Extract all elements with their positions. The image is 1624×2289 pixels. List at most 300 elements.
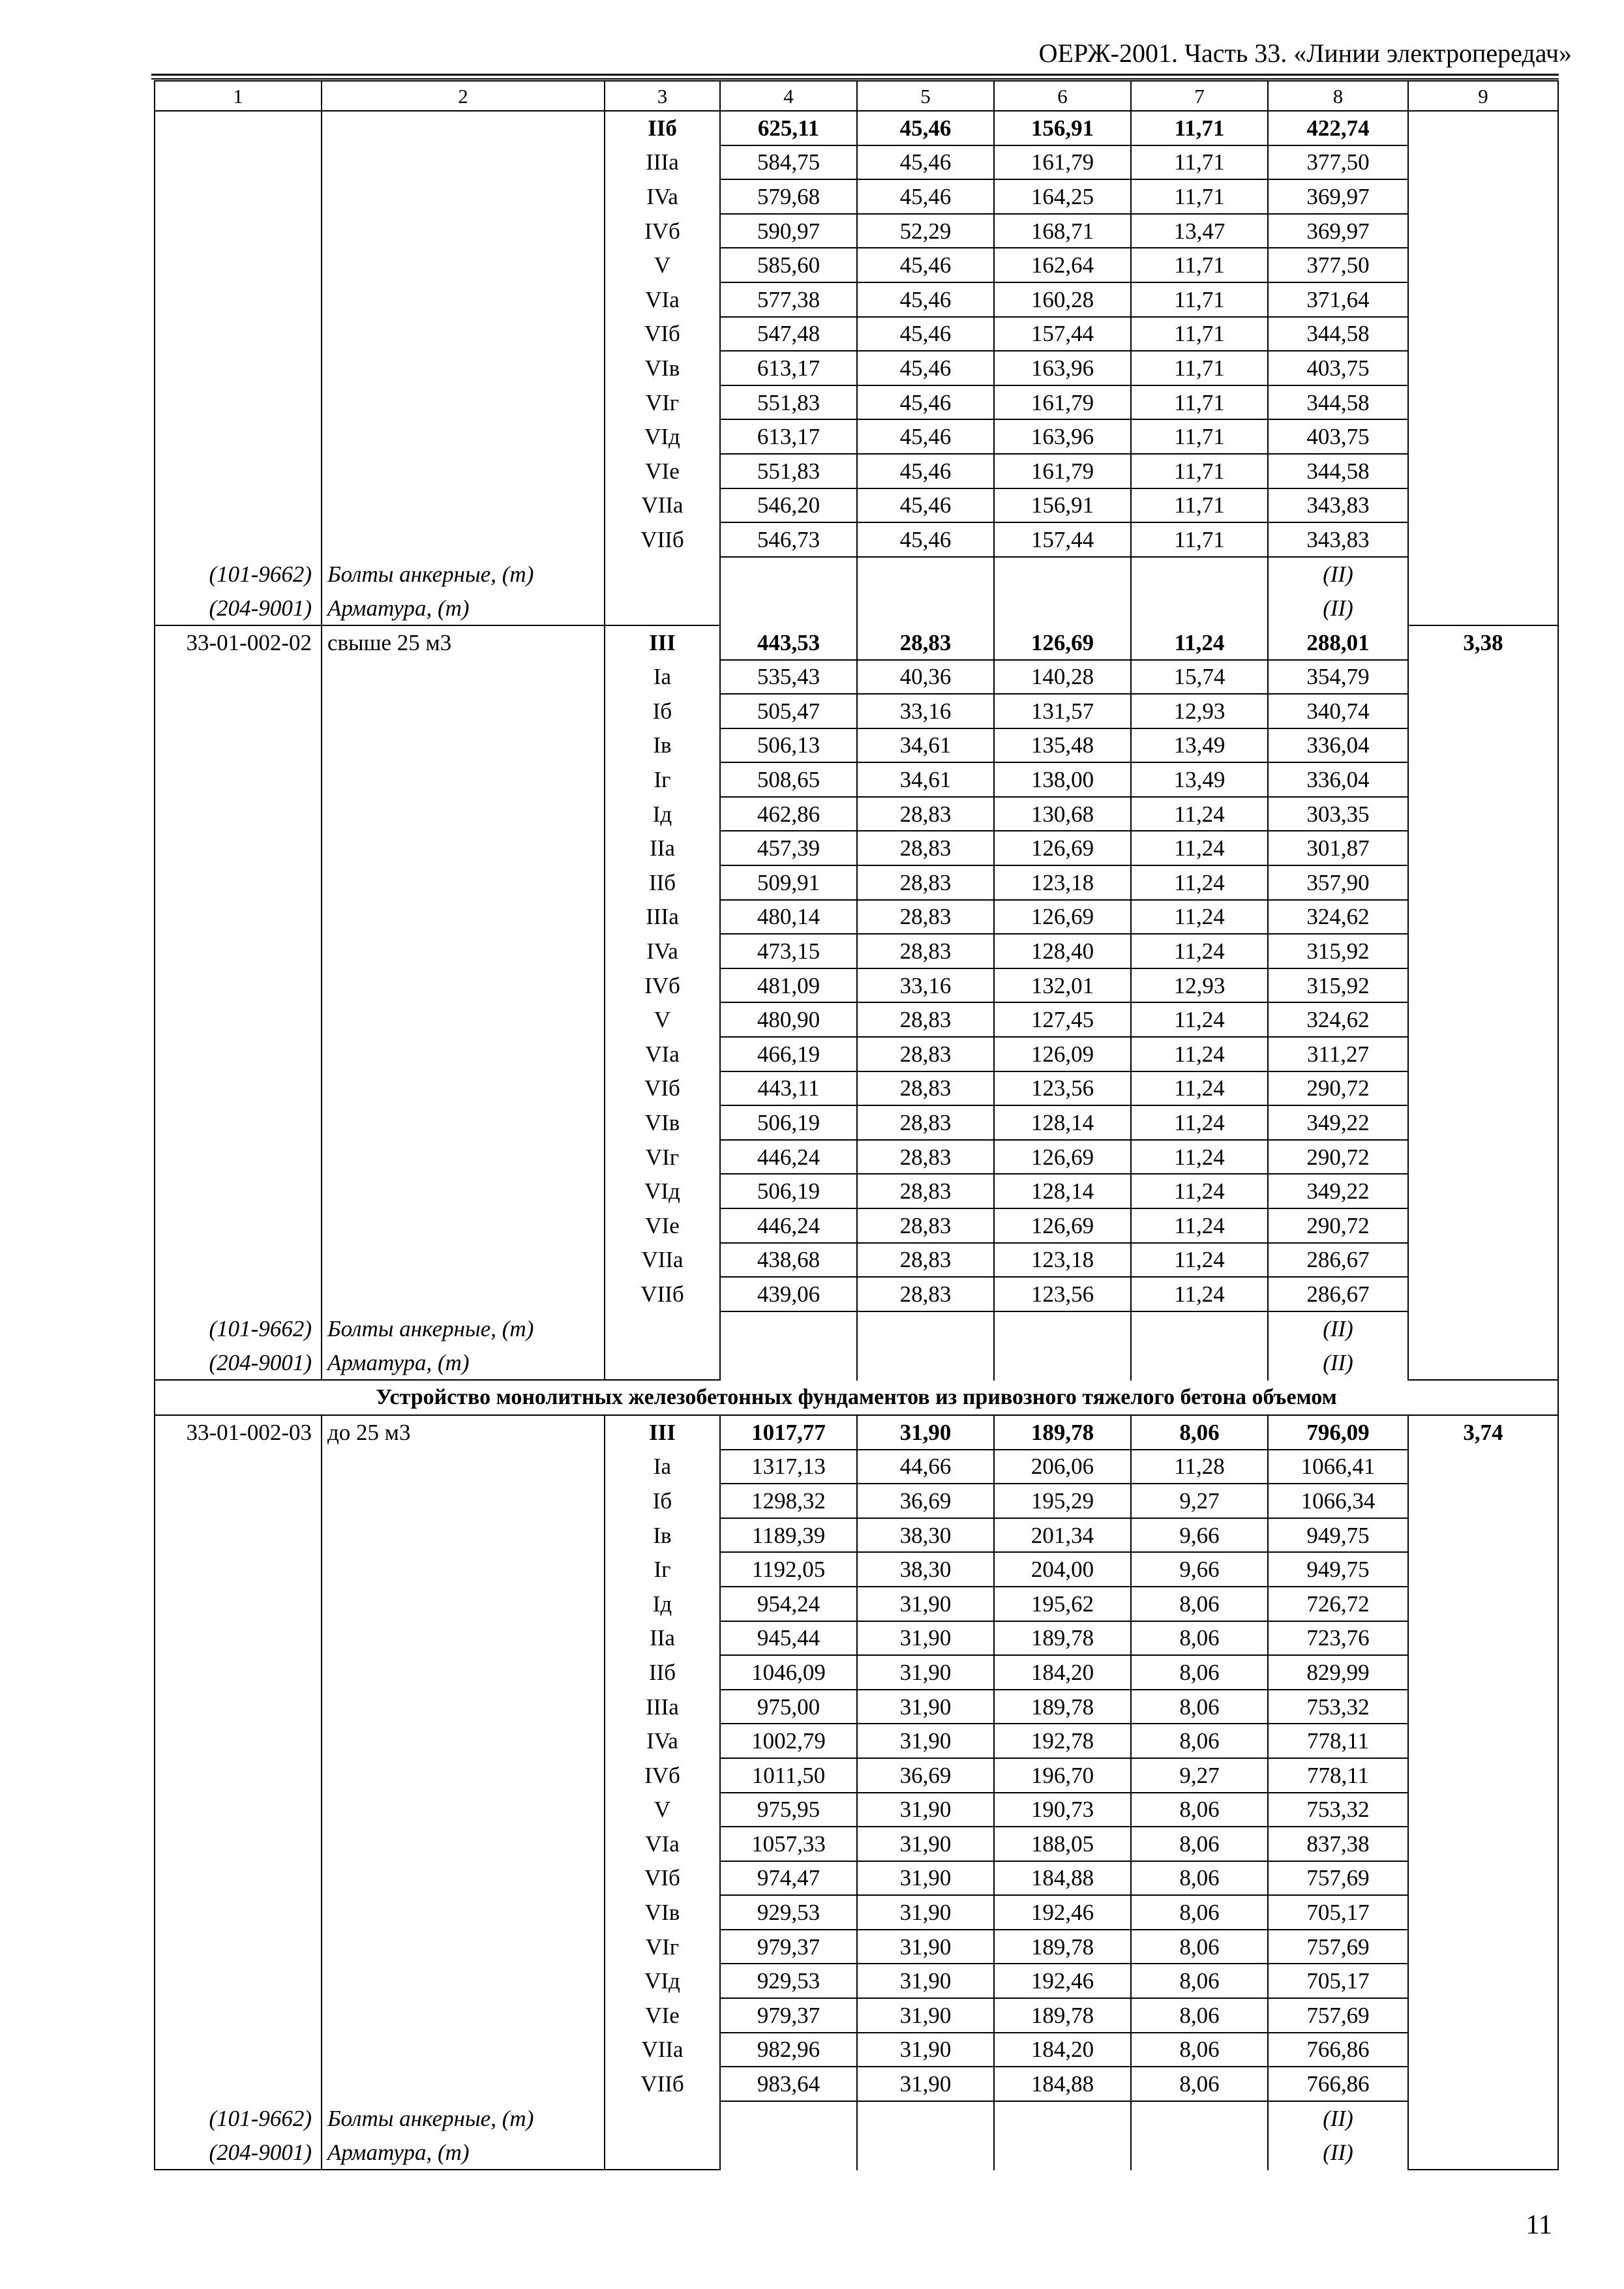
- norm-code-cell: [155, 728, 322, 763]
- norm-code-cell: [155, 1277, 322, 1311]
- table-row: [155, 454, 1558, 488]
- resource-code: (101-9662): [155, 1311, 322, 1346]
- value-cell: 45,46: [857, 454, 994, 488]
- value-cell: 11,71: [1131, 522, 1268, 557]
- coefficient-cell: [1408, 1724, 1558, 1758]
- value-cell: 11,24: [1131, 934, 1268, 968]
- value-cell: 11,71: [1131, 488, 1268, 523]
- value-cell: 28,83: [857, 1105, 994, 1140]
- value-cell: 189,78: [994, 1930, 1131, 1964]
- value-cell: 184,20: [994, 1655, 1131, 1690]
- norm-code-cell: [155, 248, 322, 282]
- zone-cell: VIб: [605, 1861, 720, 1896]
- value-cell: 126,69: [994, 1208, 1131, 1243]
- value-cell: 9,66: [1131, 1552, 1268, 1587]
- value-cell: 128,40: [994, 934, 1131, 968]
- value-cell: 315,92: [1268, 934, 1408, 968]
- value-cell: 192,78: [994, 1724, 1131, 1758]
- value-cell: 8,06: [1131, 1861, 1268, 1896]
- value-cell: 206,06: [994, 1450, 1131, 1484]
- value-cell: 31,90: [857, 1621, 994, 1656]
- coefficient-cell: [1408, 2033, 1558, 2067]
- value-cell: 8,06: [1131, 1655, 1268, 1690]
- value-cell: 344,58: [1268, 385, 1408, 420]
- value-cell: 983,64: [720, 2067, 857, 2101]
- coefficient-cell: [1408, 900, 1558, 935]
- value-cell: 8,06: [1131, 1930, 1268, 1964]
- work-name-cell: [322, 1174, 605, 1208]
- resource-name: Арматура, (т): [322, 591, 605, 625]
- value-cell: 8,06: [1131, 1415, 1268, 1450]
- norm-code-cell: [155, 351, 322, 385]
- value-cell: 28,83: [857, 1243, 994, 1278]
- value-cell: 506,13: [720, 728, 857, 763]
- header-rule: [151, 74, 1559, 76]
- coefficient-cell: [1408, 831, 1558, 865]
- coefficient-cell: 3,74: [1408, 1415, 1558, 1450]
- work-name-cell: [322, 762, 605, 797]
- zone-cell: VIIб: [605, 522, 720, 557]
- table-row: [155, 317, 1558, 352]
- value-cell: 290,72: [1268, 1071, 1408, 1106]
- resource-name: Болты анкерные, (т): [322, 2101, 605, 2136]
- table-row: [155, 1208, 1558, 1243]
- value-cell: 757,69: [1268, 1998, 1408, 2033]
- empty-cell: [605, 1345, 720, 1380]
- value-cell: 8,06: [1131, 1793, 1268, 1827]
- value-cell: 11,24: [1131, 1037, 1268, 1071]
- value-cell: 979,37: [720, 1930, 857, 1964]
- table-row: [155, 1037, 1558, 1071]
- coefficient-cell: [1408, 385, 1558, 420]
- coefficient-cell: [1408, 1552, 1558, 1587]
- table-row: [155, 488, 1558, 523]
- zone-cell: IIIa: [605, 145, 720, 180]
- empty-cell: [994, 557, 1131, 591]
- value-cell: 36,69: [857, 1484, 994, 1518]
- norm-code-cell: [155, 1621, 322, 1656]
- table-row: [155, 1930, 1558, 1964]
- value-cell: 505,47: [720, 694, 857, 728]
- value-cell: 126,09: [994, 1037, 1131, 1071]
- page-number: 11: [1526, 2210, 1552, 2240]
- norm-code-cell: [155, 934, 322, 968]
- value-cell: 163,96: [994, 419, 1131, 454]
- zone-cell: VIIa: [605, 1243, 720, 1278]
- zone-cell: IVa: [605, 1724, 720, 1758]
- work-name-cell: [322, 1861, 605, 1896]
- value-cell: 726,72: [1268, 1587, 1408, 1621]
- value-cell: 11,24: [1131, 1140, 1268, 1174]
- empty-cell: [605, 2101, 720, 2136]
- value-cell: 546,20: [720, 488, 857, 523]
- value-cell: 38,30: [857, 1552, 994, 1587]
- value-cell: 184,20: [994, 2033, 1131, 2067]
- coefficient-cell: [1408, 1277, 1558, 1311]
- zone-cell: IVб: [605, 1758, 720, 1793]
- value-cell: 31,90: [857, 1793, 994, 1827]
- value-cell: 377,50: [1268, 248, 1408, 282]
- value-cell: 8,06: [1131, 2033, 1268, 2067]
- coefficient-cell: 3,38: [1408, 625, 1558, 660]
- value-cell: 192,46: [994, 1895, 1131, 1930]
- work-name-cell: [322, 145, 605, 180]
- work-name-cell: [322, 1277, 605, 1311]
- table-row: [155, 2033, 1558, 2067]
- value-cell: 466,19: [720, 1037, 857, 1071]
- value-cell: 164,25: [994, 179, 1131, 214]
- norm-code-cell: [155, 660, 322, 695]
- coefficient-cell: [1408, 1174, 1558, 1208]
- value-cell: 480,90: [720, 1002, 857, 1037]
- norm-code-cell: [155, 522, 322, 557]
- coefficient-cell: [1408, 1690, 1558, 1724]
- value-cell: 286,67: [1268, 1243, 1408, 1278]
- value-cell: 11,24: [1131, 625, 1268, 660]
- zone-cell: VIIб: [605, 1277, 720, 1311]
- table-row: [155, 214, 1558, 248]
- empty-cell: [1131, 591, 1268, 625]
- empty-cell: [1408, 1345, 1558, 1380]
- value-cell: 837,38: [1268, 1827, 1408, 1861]
- coefficient-cell: [1408, 1140, 1558, 1174]
- value-cell: 438,68: [720, 1243, 857, 1278]
- value-cell: 778,11: [1268, 1758, 1408, 1793]
- value-cell: 457,39: [720, 831, 857, 865]
- value-cell: 577,38: [720, 282, 857, 317]
- table-row: [155, 1105, 1558, 1140]
- coefficient-cell: [1408, 111, 1558, 145]
- zone-cell: IVa: [605, 934, 720, 968]
- zone-cell: IIб: [605, 865, 720, 900]
- value-cell: 184,88: [994, 1861, 1131, 1896]
- value-cell: 31,90: [857, 1964, 994, 1998]
- value-cell: 28,83: [857, 1277, 994, 1311]
- coefficient-cell: [1408, 1930, 1558, 1964]
- table-row: [155, 1174, 1558, 1208]
- value-cell: 9,27: [1131, 1758, 1268, 1793]
- value-cell: 184,88: [994, 2067, 1131, 2101]
- norm-table: [154, 80, 1559, 2170]
- value-cell: 829,99: [1268, 1655, 1408, 1690]
- section-title: Устройство монолитных железобетонных фундаментов из привозного тяжелого бетона объемом: [155, 1380, 1558, 1415]
- value-cell: 1066,34: [1268, 1484, 1408, 1518]
- empty-cell: [994, 2101, 1131, 2136]
- table-row: [155, 831, 1558, 865]
- coefficient-cell: [1408, 214, 1558, 248]
- value-cell: 45,46: [857, 385, 994, 420]
- column-number: 2: [322, 81, 605, 111]
- value-cell: 1057,33: [720, 1827, 857, 1861]
- column-number: 7: [1131, 81, 1268, 111]
- value-cell: 45,46: [857, 248, 994, 282]
- zone-cell: Iв: [605, 1518, 720, 1553]
- value-cell: 31,90: [857, 2067, 994, 2101]
- table-row: [155, 111, 1558, 145]
- coefficient-cell: [1408, 728, 1558, 763]
- value-cell: 11,24: [1131, 797, 1268, 831]
- value-cell: 123,18: [994, 865, 1131, 900]
- value-cell: 443,11: [720, 1071, 857, 1106]
- value-cell: 160,28: [994, 282, 1131, 317]
- zone-cell: Iг: [605, 1552, 720, 1587]
- value-cell: 28,83: [857, 831, 994, 865]
- resource-row: [155, 557, 1558, 591]
- table-row: [155, 248, 1558, 282]
- value-cell: 705,17: [1268, 1964, 1408, 1998]
- value-cell: 11,71: [1131, 145, 1268, 180]
- work-name-cell: [322, 1105, 605, 1140]
- value-cell: 123,18: [994, 1243, 1131, 1278]
- value-cell: 446,24: [720, 1140, 857, 1174]
- value-cell: 8,06: [1131, 1690, 1268, 1724]
- value-cell: 52,29: [857, 214, 994, 248]
- value-cell: 535,43: [720, 660, 857, 695]
- value-cell: 1017,77: [720, 1415, 857, 1450]
- value-cell: 290,72: [1268, 1208, 1408, 1243]
- value-cell: 31,90: [857, 1895, 994, 1930]
- empty-cell: [994, 2135, 1131, 2170]
- table-row: [155, 1690, 1558, 1724]
- empty-cell: [994, 1345, 1131, 1380]
- coefficient-cell: [1408, 1002, 1558, 1037]
- empty-cell: [857, 557, 994, 591]
- norm-code-cell: [155, 1930, 322, 1964]
- table-row: [155, 1518, 1558, 1553]
- table-row: [155, 1758, 1558, 1793]
- work-name-cell: [322, 831, 605, 865]
- resource-code: (101-9662): [155, 557, 322, 591]
- value-cell: 135,48: [994, 728, 1131, 763]
- value-cell: 28,83: [857, 1037, 994, 1071]
- value-cell: 311,27: [1268, 1037, 1408, 1071]
- work-name-cell: свыше 25 м3: [322, 625, 605, 660]
- coefficient-cell: [1408, 1208, 1558, 1243]
- norm-code-cell: [155, 1037, 322, 1071]
- value-cell: 11,24: [1131, 900, 1268, 935]
- table-row: [155, 694, 1558, 728]
- table-body: [155, 81, 1558, 2170]
- coefficient-cell: [1408, 934, 1558, 968]
- coefficient-cell: [1408, 1621, 1558, 1656]
- value-cell: 128,14: [994, 1174, 1131, 1208]
- value-cell: 162,64: [994, 248, 1131, 282]
- coefficient-cell: [1408, 1998, 1558, 2033]
- value-cell: 354,79: [1268, 660, 1408, 695]
- table-row: [155, 660, 1558, 695]
- work-name-cell: [322, 1655, 605, 1690]
- norm-code-cell: [155, 1518, 322, 1553]
- value-cell: 766,86: [1268, 2067, 1408, 2101]
- table-row: [155, 1964, 1558, 1998]
- value-cell: 132,01: [994, 968, 1131, 1003]
- value-cell: 9,27: [1131, 1484, 1268, 1518]
- resource-unit: (II): [1268, 557, 1408, 591]
- coefficient-cell: [1408, 762, 1558, 797]
- value-cell: 45,46: [857, 282, 994, 317]
- empty-cell: [720, 2135, 857, 2170]
- value-cell: 36,69: [857, 1758, 994, 1793]
- norm-code-cell: [155, 865, 322, 900]
- value-cell: 161,79: [994, 385, 1131, 420]
- value-cell: 31,90: [857, 1827, 994, 1861]
- value-cell: 462,86: [720, 797, 857, 831]
- empty-cell: [605, 1311, 720, 1346]
- table-row: [155, 1621, 1558, 1656]
- value-cell: 189,78: [994, 1621, 1131, 1656]
- zone-cell: Iг: [605, 762, 720, 797]
- value-cell: 403,75: [1268, 351, 1408, 385]
- value-cell: 9,66: [1131, 1518, 1268, 1553]
- empty-cell: [1408, 557, 1558, 591]
- value-cell: 753,32: [1268, 1793, 1408, 1827]
- value-cell: 1046,09: [720, 1655, 857, 1690]
- value-cell: 163,96: [994, 351, 1131, 385]
- value-cell: 585,60: [720, 248, 857, 282]
- work-name-cell: [322, 968, 605, 1003]
- norm-code-cell: [155, 1484, 322, 1518]
- value-cell: 11,71: [1131, 111, 1268, 145]
- value-cell: 473,15: [720, 934, 857, 968]
- resource-unit: (II): [1268, 1311, 1408, 1346]
- value-cell: 11,24: [1131, 1002, 1268, 1037]
- value-cell: 1066,41: [1268, 1450, 1408, 1484]
- norm-code-cell: [155, 1895, 322, 1930]
- coefficient-cell: [1408, 2067, 1558, 2101]
- norm-code-cell: [155, 968, 322, 1003]
- value-cell: 343,83: [1268, 488, 1408, 523]
- work-name-cell: [322, 694, 605, 728]
- value-cell: 123,56: [994, 1071, 1131, 1106]
- work-name-cell: [322, 1998, 605, 2033]
- value-cell: 189,78: [994, 1998, 1131, 2033]
- norm-code-cell: [155, 111, 322, 145]
- norm-code-cell: [155, 2033, 322, 2067]
- resource-name: Арматура, (т): [322, 2135, 605, 2170]
- value-cell: 929,53: [720, 1964, 857, 1998]
- value-cell: 590,97: [720, 214, 857, 248]
- zone-cell: IIб: [605, 1655, 720, 1690]
- empty-cell: [720, 557, 857, 591]
- value-cell: 33,16: [857, 694, 994, 728]
- norm-code-cell: [155, 282, 322, 317]
- value-cell: 168,71: [994, 214, 1131, 248]
- norm-code-cell: [155, 1552, 322, 1587]
- value-cell: 439,06: [720, 1277, 857, 1311]
- value-cell: 1192,05: [720, 1552, 857, 1587]
- resource-unit: (II): [1268, 2135, 1408, 2170]
- coefficient-cell: [1408, 454, 1558, 488]
- empty-cell: [857, 2135, 994, 2170]
- zone-cell: Iв: [605, 728, 720, 763]
- work-name-cell: [322, 1208, 605, 1243]
- value-cell: 157,44: [994, 317, 1131, 352]
- value-cell: 11,71: [1131, 248, 1268, 282]
- value-cell: 204,00: [994, 1552, 1131, 1587]
- coefficient-cell: [1408, 1518, 1558, 1553]
- value-cell: 13,47: [1131, 214, 1268, 248]
- column-number: 4: [720, 81, 857, 111]
- value-cell: 11,24: [1131, 1277, 1268, 1311]
- zone-cell: Ia: [605, 1450, 720, 1484]
- table-row: [155, 145, 1558, 180]
- value-cell: 11,71: [1131, 351, 1268, 385]
- table-row: [155, 797, 1558, 831]
- value-cell: 8,06: [1131, 1895, 1268, 1930]
- zone-cell: Iд: [605, 797, 720, 831]
- resource-row: [155, 1311, 1558, 1346]
- table-row: [155, 419, 1558, 454]
- value-cell: 766,86: [1268, 2033, 1408, 2067]
- value-cell: 13,49: [1131, 762, 1268, 797]
- work-name-cell: [322, 214, 605, 248]
- value-cell: 757,69: [1268, 1861, 1408, 1896]
- value-cell: 28,83: [857, 1208, 994, 1243]
- value-cell: 123,56: [994, 1277, 1131, 1311]
- work-name-cell: [322, 1552, 605, 1587]
- value-cell: 190,73: [994, 1793, 1131, 1827]
- value-cell: 551,83: [720, 454, 857, 488]
- resource-unit: (II): [1268, 2101, 1408, 2136]
- table-row: [155, 1415, 1558, 1450]
- work-name-cell: [322, 1724, 605, 1758]
- work-name-cell: [322, 248, 605, 282]
- coefficient-cell: [1408, 1243, 1558, 1278]
- zone-cell: IIIa: [605, 900, 720, 935]
- resource-unit: (II): [1268, 1345, 1408, 1380]
- norm-code-cell: [155, 1758, 322, 1793]
- norm-code-cell: [155, 1587, 322, 1621]
- value-cell: 188,05: [994, 1827, 1131, 1861]
- value-cell: 301,87: [1268, 831, 1408, 865]
- value-cell: 349,22: [1268, 1174, 1408, 1208]
- empty-cell: [1408, 2135, 1558, 2170]
- empty-cell: [605, 591, 720, 625]
- value-cell: 1002,79: [720, 1724, 857, 1758]
- resource-row: [155, 2135, 1558, 2170]
- table-row: [155, 1277, 1558, 1311]
- zone-cell: VIб: [605, 317, 720, 352]
- table-row: [155, 865, 1558, 900]
- value-cell: 12,93: [1131, 968, 1268, 1003]
- value-cell: 201,34: [994, 1518, 1131, 1553]
- coefficient-cell: [1408, 248, 1558, 282]
- value-cell: 288,01: [1268, 625, 1408, 660]
- zone-cell: IVa: [605, 179, 720, 214]
- zone-cell: VIг: [605, 1930, 720, 1964]
- work-name-cell: [322, 728, 605, 763]
- zone-cell: VIе: [605, 454, 720, 488]
- coefficient-cell: [1408, 145, 1558, 180]
- value-cell: 613,17: [720, 351, 857, 385]
- value-cell: 625,11: [720, 111, 857, 145]
- column-number: 9: [1408, 81, 1558, 111]
- value-cell: 31,90: [857, 1415, 994, 1450]
- coefficient-cell: [1408, 660, 1558, 695]
- value-cell: 349,22: [1268, 1105, 1408, 1140]
- empty-cell: [857, 2101, 994, 2136]
- table-row: [155, 522, 1558, 557]
- value-cell: 949,75: [1268, 1518, 1408, 1553]
- norm-code-cell: [155, 1964, 322, 1998]
- value-cell: 156,91: [994, 488, 1131, 523]
- norm-code-cell: [155, 317, 322, 352]
- zone-cell: VIв: [605, 351, 720, 385]
- value-cell: 344,58: [1268, 454, 1408, 488]
- value-cell: 11,24: [1131, 1071, 1268, 1106]
- coefficient-cell: [1408, 1587, 1558, 1621]
- value-cell: 130,68: [994, 797, 1131, 831]
